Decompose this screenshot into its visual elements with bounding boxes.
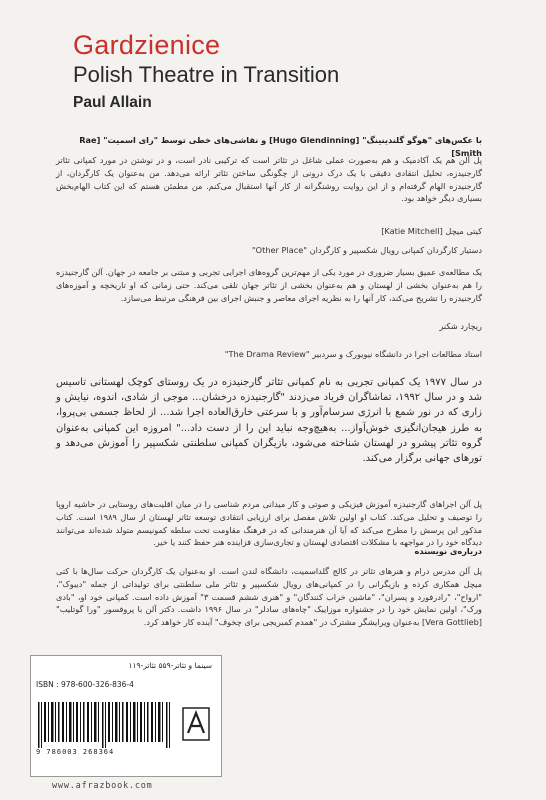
publisher-website[interactable]: www.afrazbook.com — [52, 781, 153, 791]
reviewer2-role: استاد مطالعات اجرا در دانشگاه نیویورک و سردبیر "The Drama Review" — [224, 349, 482, 359]
reviewer1-paragraph: یک مطالعه‌ی عمیق بسیار ضروری در مورد یکی از مهم‌ترین گروه‌های اجرایی تجربی و مبتنی بر جامعه در جهان. آلن گارجنیدزه را هم به‌عنوان بخشی از لهستان و هم به‌عنوان بخشی از تئاتر جهان تلقی می‌کند. حتی زمانی که او تاریخچه و آموزه‌های گارجنیدزه را تشریح می‌کند، کار آنها را به نظریه اجرای معاصر و جنبش اجرای بین فرهنگی مرتبط می‌سازد. — [56, 267, 482, 303]
about-author-heading: درباره‌ی نویسنده — [414, 546, 482, 556]
analysis-paragraph: پل آلن اجراهای گارجنیدزه آموزش فیزیکی و صوتی و کار میدانی مردم شناسی را در میان اقلیت‌های روستایی در حاشیه اروپا را توصیف و تحلیل می‌کند. کتاب او اولین تلاش مفصل برای ارزیابی انتقادی توسعه تئاتر لهستان از سال ۱۹۸۹ است. کتاب مذکور این پرسش را مطرح می‌کند که آیا آن هنرمندانی که در فرهنگ مقاومت تحت سلطه کمونیسم متولد شده‌اند می‌توانند دیدگاه خود را در مواجهه با مشکلات اقتصادی لهستان و تجاری‌سازی فزاینده هنر حفظ کنند یا خیر. — [56, 499, 482, 548]
barcode-number: 9 786003 268364 — [36, 748, 115, 756]
book-author: Paul Allain — [73, 94, 152, 111]
series-info: سینما و تئاتر-۵۵۹ تئاتر-۱۱۹ — [128, 661, 212, 670]
barcode — [36, 702, 176, 748]
reviewer1-name: کیتی میچل [Katie Mitchell] — [381, 226, 482, 236]
credits-line: با عکس‌های "هوگو گلندینینگ" [Hugo Glendinning] و نقاشی‌های خطی توسط "رای اسمیت" [Rae Smith] — [79, 135, 482, 158]
publisher-logo — [180, 705, 212, 743]
isbn-text: ISBN : 978-600-326-836-4 — [36, 680, 134, 689]
reviewer1-role: دستیار کارگردان کمپانی رویال شکسپیر و کارگردان "Other Place" — [251, 245, 482, 255]
about-author-paragraph: پل آلن مدرس درام و هنرهای تئاتر در کالج گلداسمیت، دانشگاه لندن است. او به‌عنوان یک کارگردان حرکت سال‌ها با کتی میچل همکاری کرده و بازیگرانی را در کمپانی‌های رویال شکسپیر و تئاتر ملی سلطنتی برای تولیداتی از جمله "دیبوک"، "ارواح"، "رادرفورد و پسران"، "ماشین خراب کنندگان" و "هنری ششم قسمت ۳" آموزش داده است. کمپانی خود او، "بادی ورک"، اولین نمایش خود را در جشنواره موزاییک "چاه‌های سادلر" در سال ۱۹۹۶ داشت. دکتر آلن با پروفسور "ورا گوتلیب" [Vera Gottlieb] به‌عنوان ویرایشگر مشترک در "همدم کمبریجی برای چخوف" آینده کار خواهد کرد. — [56, 566, 483, 628]
intro-paragraph: پل آلن هم یک آکادمیک و هم به‌صورت عملی شاغل در تئاتر است که ترکیبی نادر است، و در نوشتن در مورد کمپانی تئاتر گارجنیدزه، تحلیل انتقادی دقیقی با یک درک درونی از چگونگی ساختن تئاتر ارائه می‌دهد. من به‌عنوان یک کارگردان، از گارجنیدزه الهام گرفته‌ام و از این روایت روشنگرانه از کار آنها استقبال می‌کنم. من مطمئن هستم که این کتاب الهام‌بخش بسیاری دیگر خواهد بود. — [56, 155, 482, 204]
main-description: در سال ۱۹۷۷ یک کمپانی تجربی به نام کمپانی تئاتر گارجنیدزه در یک روستای کوچک لهستانی تاسیس شد و در سال ۱۹۹۲، تماشاگران فریاد می‌زدند "گارجنیدزه درخشان... موجی از شادی، اندوه، نیایش و زاری که در نور شمع با انرژی سرسام‌آور و با سرعتی خارق‌العاده اجرا شد... از لحاظ جسمی بی‌پروا، به طرز هیجان‌انگیزی خوش‌آواز... به‌هیچ‌وجه نباید این را از دست داد..." امروزه این کمپانی به‌عنوان گروه تئاتر پیشرو در لهستان شناخته می‌شود، بازیگران کمپانی سلطنتی شکسپیر را آموزش می‌دهد و تورهای جهانی برگزار می‌کند. — [56, 377, 482, 465]
book-title: Gardzienice — [73, 30, 221, 60]
book-subtitle: Polish Theatre in Transition — [73, 62, 340, 87]
reviewer2-name: ریچارد شکنر — [439, 321, 482, 331]
